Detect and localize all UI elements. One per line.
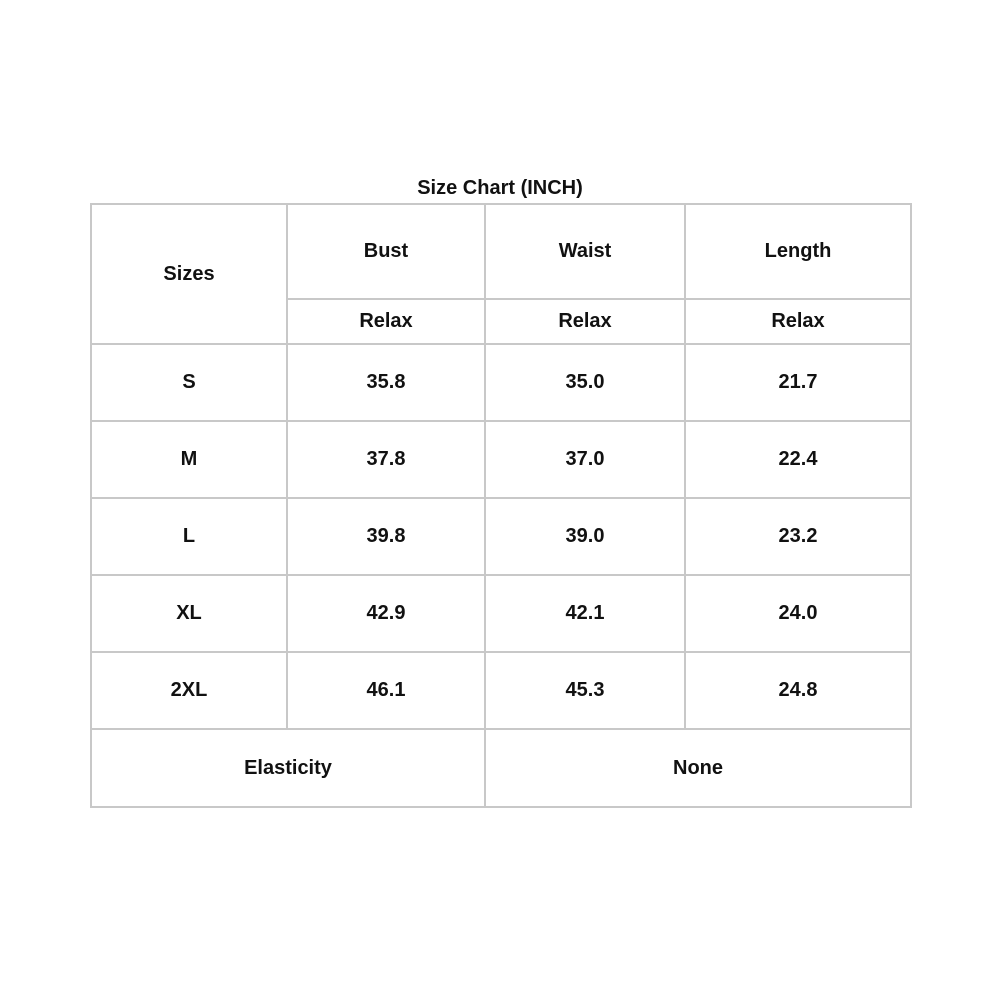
size-cell: M [91, 421, 287, 498]
bust-header: Bust [287, 204, 485, 299]
length-header: Length [685, 204, 911, 299]
length-cell: 24.8 [685, 652, 911, 729]
elasticity-value: None [485, 729, 911, 807]
table-row [91, 344, 911, 421]
chart-title: Size Chart (INCH) [417, 177, 583, 199]
length-cell: 21.7 [685, 344, 911, 421]
elasticity-row [91, 729, 911, 807]
waist-sub-label: Relax [485, 299, 685, 344]
length-cell: 22.4 [685, 421, 911, 498]
waist-cell: 37.0 [485, 421, 685, 498]
size-cell: S [91, 344, 287, 421]
length-cell: 24.0 [685, 575, 911, 652]
size-chart-table [90, 203, 912, 808]
bust-cell: 46.1 [287, 652, 485, 729]
length-cell: 23.2 [685, 498, 911, 575]
waist-cell: 42.1 [485, 575, 685, 652]
sizes-header: Sizes [91, 204, 287, 344]
table-row [91, 652, 911, 729]
bust-cell: 39.8 [287, 498, 485, 575]
length-sub-label: Relax [685, 299, 911, 344]
waist-header: Waist [485, 204, 685, 299]
table-row [91, 575, 911, 652]
waist-cell: 35.0 [485, 344, 685, 421]
header-row [91, 204, 911, 299]
waist-cell: 45.3 [485, 652, 685, 729]
bust-cell: 42.9 [287, 575, 485, 652]
bust-sub-label: Relax [287, 299, 485, 344]
size-cell: XL [91, 575, 287, 652]
bust-cell: 37.8 [287, 421, 485, 498]
size-cell: 2XL [91, 652, 287, 729]
waist-cell: 39.0 [485, 498, 685, 575]
bust-cell: 35.8 [287, 344, 485, 421]
table-row [91, 498, 911, 575]
table-row [91, 421, 911, 498]
size-cell: L [91, 498, 287, 575]
elasticity-label: Elasticity [91, 729, 485, 807]
